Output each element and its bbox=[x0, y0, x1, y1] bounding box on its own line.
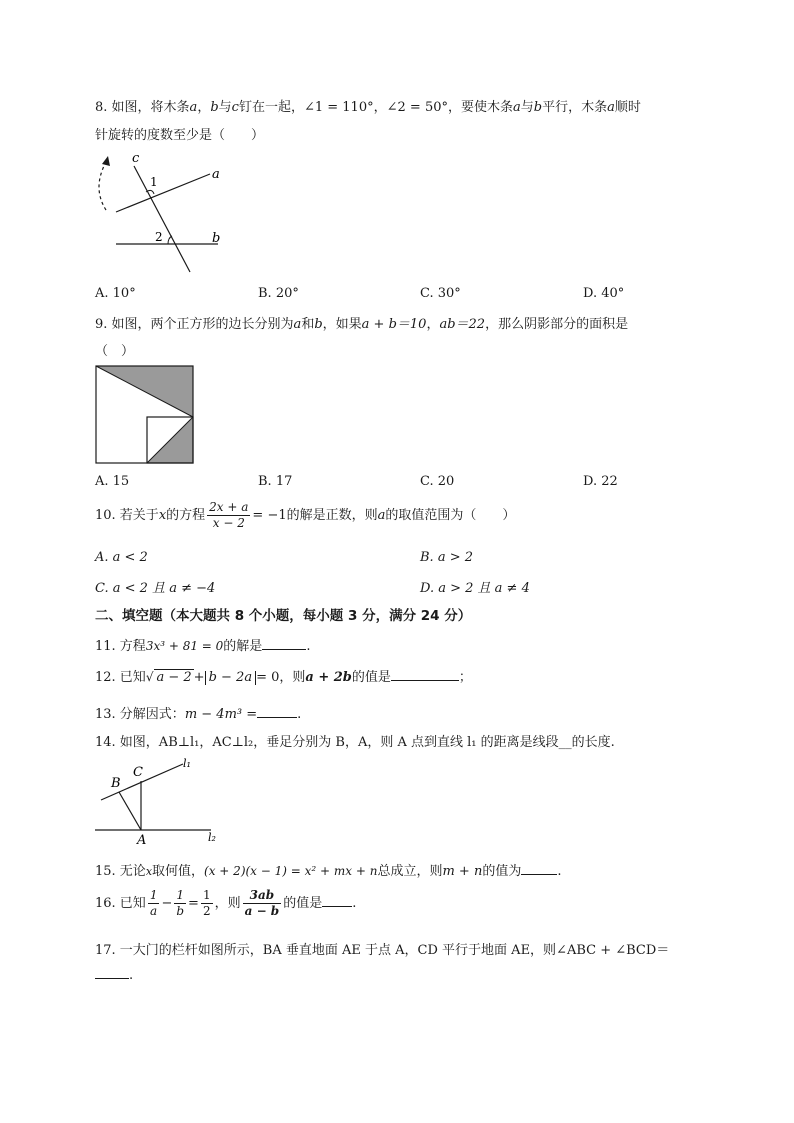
label-b: B bbox=[111, 776, 121, 791]
q13-text-part: 13. 分解因式： bbox=[95, 707, 185, 722]
sqrt-symbol: √ bbox=[145, 670, 154, 684]
fraction-denominator: b bbox=[176, 904, 185, 918]
q11-equation: 3x³ + 81 = 0 bbox=[145, 639, 224, 653]
var-a: a bbox=[293, 317, 302, 332]
var-x: x bbox=[158, 508, 167, 523]
rotation-arrow bbox=[99, 162, 106, 210]
q9-text-line2: （ ） bbox=[95, 344, 135, 359]
fraction-numerator: 1 bbox=[174, 888, 186, 904]
q13-text bbox=[95, 703, 301, 722]
fraction-1-over-b bbox=[174, 888, 186, 919]
q9-text: 和 bbox=[301, 317, 315, 332]
q12-text-part: 的值是 bbox=[351, 670, 391, 685]
fraction-1-over-2 bbox=[201, 888, 213, 919]
q8-option-a[interactable]: A. 10° bbox=[95, 286, 136, 301]
q10-option-b[interactable]: B. a > 2 bbox=[420, 550, 473, 565]
q8-text: 与 bbox=[218, 100, 232, 115]
label-a: A bbox=[137, 833, 147, 846]
q8-text-line1 bbox=[95, 96, 641, 115]
var-a: a bbox=[607, 100, 615, 115]
q11-text-part: 的解是 bbox=[223, 639, 263, 654]
q8-text: 顺时 bbox=[614, 100, 641, 115]
label-l1: l₁ bbox=[183, 757, 191, 770]
q15-equation: (x + 2)(x − 1) = x² + mx + n bbox=[204, 864, 378, 878]
answer-blank[interactable] bbox=[521, 862, 557, 875]
line-a bbox=[116, 174, 210, 212]
q15-text-part: 取何值， bbox=[152, 864, 205, 879]
q10-option-a[interactable]: A. a < 2 bbox=[95, 550, 148, 565]
q11-text-part: 11. 方程 bbox=[95, 639, 146, 654]
fraction-1-over-a bbox=[148, 888, 160, 919]
q16-text-part: . bbox=[352, 896, 357, 911]
q10-fraction bbox=[207, 500, 250, 531]
q8-text: 钉在一起， bbox=[238, 100, 304, 115]
q8-text: 8. 如图，将木条 bbox=[95, 100, 190, 115]
angle2-value: ∠2 = 50° bbox=[386, 100, 448, 115]
fraction-numerator: 2x + a bbox=[209, 500, 249, 514]
q12-equation-rhs: = 0 bbox=[256, 670, 280, 685]
q15-text-part: 的值为 bbox=[482, 864, 522, 879]
fraction-denominator: a bbox=[150, 904, 158, 918]
q10-text-part: 的取值范围为（ ） bbox=[385, 508, 516, 523]
q10-text bbox=[95, 500, 515, 531]
q14-text: 14. 如图，AB⊥l₁，AC⊥l₂，垂足分别为 B，A，则 A 点到直线 l₁ 的距离是线段__的长度. bbox=[95, 735, 615, 750]
fraction-numerator: 1 bbox=[149, 888, 158, 902]
q16-text bbox=[95, 888, 356, 919]
q16-text-part: 的值是 bbox=[283, 896, 323, 911]
label-2: 2 bbox=[155, 230, 163, 244]
q8-text: ， bbox=[373, 100, 387, 115]
answer-blank[interactable] bbox=[391, 668, 459, 681]
q9-option-a[interactable]: A. 15 bbox=[95, 474, 130, 489]
q9-option-c[interactable]: C. 20 bbox=[420, 474, 455, 489]
var-a: a bbox=[189, 100, 198, 115]
segment-ab bbox=[119, 792, 141, 830]
abs-content: b − 2a bbox=[205, 671, 257, 685]
fraction-numerator: 1 bbox=[202, 888, 211, 902]
label-a: a bbox=[212, 167, 220, 182]
q12-expression: a + 2b bbox=[305, 670, 352, 685]
rotation-arrowhead bbox=[102, 156, 110, 166]
label-c: C bbox=[133, 765, 143, 780]
q10-option-c[interactable]: C. a < 2 且 a ≠ −4 bbox=[95, 581, 216, 596]
q9-option-b[interactable]: B. 17 bbox=[258, 474, 293, 489]
q12-text-part: ，则 bbox=[279, 670, 306, 685]
q8-option-d[interactable]: D. 40° bbox=[583, 286, 625, 301]
var-a: a bbox=[377, 508, 386, 523]
var-b: b bbox=[314, 317, 323, 332]
q12-text-part: ； bbox=[458, 670, 472, 685]
q8-text: 与 bbox=[520, 100, 534, 115]
q11-text-part: . bbox=[306, 639, 311, 654]
angle1-value: ∠1 = 110° bbox=[303, 100, 374, 115]
q13-expression: m − 4m³ = bbox=[184, 707, 258, 722]
q15-expression: m + n bbox=[442, 864, 483, 879]
q11-text bbox=[95, 635, 310, 654]
label-l2: l₂ bbox=[208, 831, 216, 844]
answer-blank[interactable] bbox=[95, 966, 129, 979]
answer-blank[interactable] bbox=[262, 637, 306, 650]
q9-text: ，那么阴影部分的面积是 bbox=[485, 317, 629, 332]
q9-text: 9. 如图，两个正方形的边长分别为 bbox=[95, 317, 294, 332]
q10-text-part: 的解是正数，则 bbox=[286, 508, 378, 523]
q10-text-part: 10. 若关于 bbox=[95, 508, 159, 523]
q9-text-line1 bbox=[95, 313, 628, 332]
q14-figure bbox=[95, 754, 225, 846]
q10-text-part: 的方程 bbox=[166, 508, 206, 523]
var-c: c bbox=[231, 100, 239, 115]
fraction-denominator: a − b bbox=[244, 904, 280, 918]
fraction-denominator: 2 bbox=[202, 904, 211, 918]
var-x: x bbox=[145, 865, 153, 878]
q8-figure bbox=[92, 148, 232, 276]
q8-text: ，要使木条 bbox=[448, 100, 514, 115]
section-title: 二、填空题（本大题共 8 个小题，每小题 3 分，满分 24 分） bbox=[95, 608, 472, 624]
plus-sign: + bbox=[193, 670, 205, 685]
q9-figure bbox=[95, 365, 195, 465]
fraction-3ab-over-a-minus-b bbox=[243, 888, 282, 919]
var-b: b bbox=[210, 100, 219, 115]
condition-sum: a + b＝10 bbox=[361, 317, 427, 332]
q17-text-line2 bbox=[95, 966, 133, 983]
q12-text-part: 12. 已知 bbox=[95, 670, 146, 685]
q16-text-part: 16. 已知 bbox=[95, 896, 146, 911]
q17-text-line1: 17. 一大门的栏杆如图所示，BA 垂直地面 AE 于点 A，CD 平行于地面 AE，则∠ABC + ∠BCD＝ bbox=[95, 943, 670, 958]
condition-product: ab＝22 bbox=[439, 317, 486, 332]
answer-blank[interactable] bbox=[257, 705, 297, 718]
line-c bbox=[134, 166, 190, 272]
q9-text: ， bbox=[426, 317, 440, 332]
q15-text bbox=[95, 860, 561, 879]
q15-text-part: . bbox=[557, 864, 562, 879]
sqrt-content: a − 2 bbox=[156, 670, 192, 685]
q15-text-part: 15. 无论 bbox=[95, 864, 146, 879]
q15-text-part: 总成立，则 bbox=[377, 864, 443, 879]
minus-sign: − bbox=[161, 896, 173, 911]
answer-blank[interactable] bbox=[322, 894, 352, 907]
q9-option-d[interactable]: D. 22 bbox=[583, 474, 618, 489]
q16-text-part: ，则 bbox=[214, 896, 241, 911]
q13-text-part: . bbox=[297, 707, 302, 722]
q8-text: ， bbox=[197, 100, 211, 115]
equation-rhs: = −1 bbox=[252, 508, 287, 523]
var-b: b bbox=[533, 100, 543, 115]
q12-text bbox=[95, 666, 472, 685]
q8-text-line2: 针旋转的度数至少是（ ） bbox=[95, 128, 265, 143]
q8-text: 平行，木条 bbox=[542, 100, 608, 115]
label-b: b bbox=[212, 231, 221, 246]
q9-text: ，如果 bbox=[322, 317, 362, 332]
q17-text-part: . bbox=[129, 968, 134, 983]
fraction-numerator: 3ab bbox=[243, 888, 282, 904]
label-1: 1 bbox=[150, 175, 158, 189]
var-a: a bbox=[513, 100, 521, 115]
fraction-denominator: x − 2 bbox=[212, 516, 245, 530]
equals-sign: = bbox=[188, 896, 199, 911]
q8-option-c[interactable]: C. 30° bbox=[420, 286, 461, 301]
label-c: c bbox=[132, 151, 140, 166]
q8-option-b[interactable]: B. 20° bbox=[258, 286, 299, 301]
q10-option-d[interactable]: D. a > 2 且 a ≠ 4 bbox=[420, 581, 530, 596]
